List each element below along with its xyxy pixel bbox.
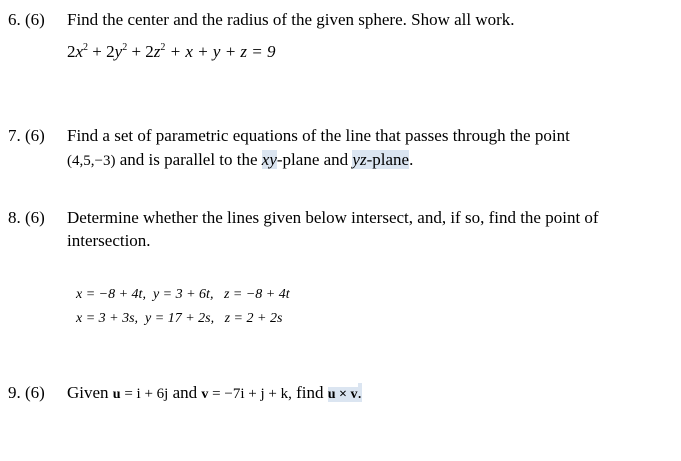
question-prompt: Determine whether the lines given below intersect, and, if so, find the point of <box>67 208 599 227</box>
question-prompt-continued: intersection. <box>67 231 151 250</box>
question-prompt-continued: (4,5,−3) and is parallel to the xy-plane and yz-plane. <box>67 150 414 169</box>
question-prompt: Find a set of parametric equations of the line that passes through the point <box>67 126 570 145</box>
sphere-equation: $2x^2 + 2y^2 + 2z^2 + x + y + z = 9$ <box>67 42 276 61</box>
question-number: 8. (6) <box>8 208 45 227</box>
question-prompt: Given u = i + 6j and v = −7i + j + k, find u × v. <box>67 383 362 402</box>
question-number: 7. (6) <box>8 126 45 145</box>
point-coordinates: (4,5,−3) <box>67 153 116 169</box>
question-number: 6. (6) <box>8 10 45 29</box>
question-prompt: Find the center and the radius of the given sphere. Show all work. <box>67 10 515 29</box>
vector-u: u <box>112 387 121 402</box>
xy-plane-highlight: xy <box>261 150 277 169</box>
yz-plane-highlight: yz-plane <box>352 150 410 169</box>
line-equation-2: x = 3 + 3s, y = 17 + 2s, z = 2 + 2s <box>76 311 283 326</box>
cross-product-highlight: u × v <box>327 387 358 402</box>
question-number: 9. (6) <box>8 383 45 402</box>
vector-v: v <box>201 387 209 402</box>
line-equation-1: x = −8 + 4t, y = 3 + 6t, z = −8 + 4t <box>76 287 290 302</box>
